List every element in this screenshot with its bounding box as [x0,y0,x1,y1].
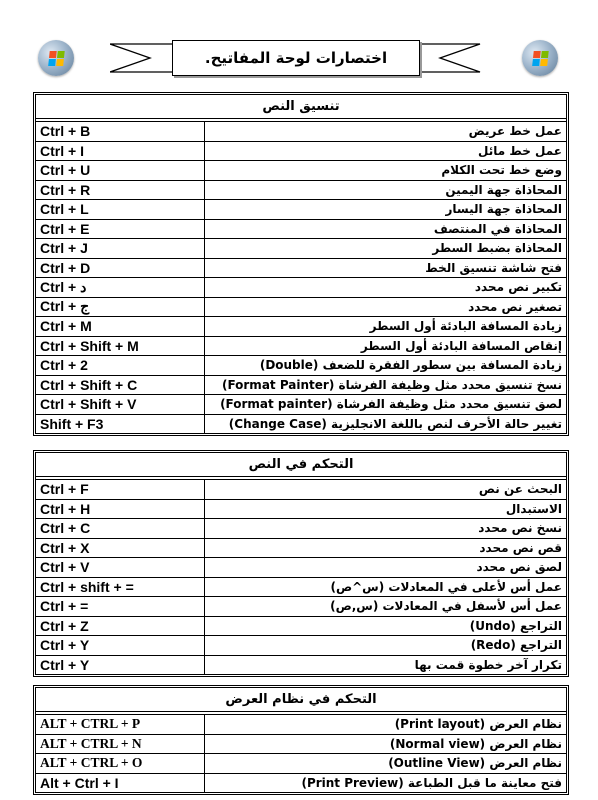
shortcut-cell: Ctrl + B [36,122,205,141]
table-row [36,336,566,356]
description-cell: تغيير حالة الأحرف لنص باللغة الانجليزية (Change Case) [205,414,567,433]
section-title: التحكم في النص [36,453,566,477]
description-cell: زيادة المسافة البادئة أول السطر [205,317,567,337]
shortcut-cell: Ctrl + I [36,141,205,161]
shortcut-cell: Ctrl + Y [36,636,205,656]
table-row [36,754,566,774]
page-header [0,0,598,92]
table-row [36,356,566,376]
description-cell: المحاذاة جهة اليسار [205,200,567,220]
shortcut-cell: Ctrl + M [36,317,205,337]
shortcut-cell: Ctrl + Shift + V [36,395,205,415]
table-row [36,317,566,337]
description-cell: قص نص محدد [205,538,567,558]
shortcut-cell: Ctrl + R [36,180,205,200]
section-text-control [33,450,569,677]
description-cell: نظام العرض (Normal view) [205,734,567,754]
shortcut-cell: Ctrl + H [36,499,205,519]
shortcut-cell: Ctrl + Y [36,655,205,674]
shortcut-cell: Ctrl + U [36,161,205,181]
windows-logo-icon [38,40,74,76]
description-cell: تكرار آخر خطوة قمت بها [205,655,567,674]
table-row [36,734,566,754]
shortcut-cell: Ctrl + د [36,278,205,298]
shortcut-cell: Ctrl + F [36,480,205,499]
shortcut-cell: ALT + CTRL + P [36,715,205,734]
description-cell: تصغير نص محدد [205,297,567,317]
description-cell: عمل خط مائل [205,141,567,161]
table-row [36,655,566,674]
shortcut-cell: ALT + CTRL + N [36,734,205,754]
table-row [36,180,566,200]
shortcut-cell: Ctrl + X [36,538,205,558]
table-row [36,414,566,433]
shortcut-cell: Shift + F3 [36,414,205,433]
table-row [36,258,566,278]
description-cell: إنقاص المسافة البادئة أول السطر [205,336,567,356]
shortcut-cell: ALT + CTRL + O [36,754,205,774]
description-cell: نسخ نص محدد [205,519,567,539]
shortcut-cell: Ctrl + E [36,219,205,239]
description-cell: المحاذاة في المنتصف [205,219,567,239]
shortcut-cell: Ctrl + Z [36,616,205,636]
table-row [36,597,566,617]
table-row [36,375,566,395]
description-cell: نسخ تنسيق محدد مثل وظيفة الفرشاة (Format Painter) [205,375,567,395]
description-cell: عمل أس لأسفل في المعادلات (س,ص) [205,597,567,617]
description-cell: لصق نص محدد [205,558,567,578]
shortcut-cell: Ctrl + D [36,258,205,278]
table-row [36,558,566,578]
table-row [36,499,566,519]
table-row [36,538,566,558]
description-cell: عمل خط عريض [468,124,562,139]
table-row [36,480,566,499]
shortcut-cell: Ctrl + ج [36,297,205,317]
shortcut-cell: Ctrl + Shift + M [36,336,205,356]
table-row [36,616,566,636]
table-row [36,219,566,239]
shortcut-cell: Ctrl + V [36,558,205,578]
windows-flag-icon [47,50,65,66]
description-cell: وضع خط تحت الكلام [205,161,567,181]
shortcut-cell: Alt + Ctrl + I [36,773,205,792]
shortcut-cell: Ctrl + J [36,239,205,259]
table-row [36,161,566,181]
table-row [36,395,566,415]
section-title: تنسيق النص [36,95,566,119]
description-cell: البحث عن نص [478,482,562,497]
description-cell: التراجع (Redo) [205,636,567,656]
shortcuts-table [36,122,566,433]
description-cell: الاستبدال [205,499,567,519]
description-cell: فتح معاينة ما قبل الطباعة (Print Preview) [205,773,567,792]
shortcut-cell: Ctrl + shift + = [36,577,205,597]
table-row [36,297,566,317]
shortcuts-table [36,480,566,674]
table-row [36,239,566,259]
description-cell: نظام العرض (Print layout) [394,717,562,732]
description-cell: لصق تنسيق محدد مثل وظيفة الفرشاة (Format painter) [205,395,567,415]
table-row [36,141,566,161]
table-row [36,122,566,141]
description-cell: تكبير نص محدد [205,278,567,298]
shortcut-cell: Ctrl + C [36,519,205,539]
description-cell: زيادة المسافة بين سطور الفقرة للضعف (Double) [205,356,567,376]
description-cell: نظام العرض (Outline View) [205,754,567,774]
windows-flag-icon [531,50,549,66]
section-title: التحكم في نظام العرض [36,688,566,712]
section-view-control [33,685,569,795]
description-cell: التراجع (Undo) [205,616,567,636]
shortcut-cell: Ctrl + L [36,200,205,220]
table-row [36,200,566,220]
description-cell: المحاذاة جهة اليمين [205,180,567,200]
table-row [36,636,566,656]
description-cell: المحاذاة بضبط السطر [205,239,567,259]
shortcut-cell: Ctrl + 2 [36,356,205,376]
table-row [36,577,566,597]
table-row [36,773,566,792]
shortcuts-table [36,715,566,792]
shortcut-cell: Ctrl + Shift + C [36,375,205,395]
section-text-formatting [33,92,569,436]
shortcut-cell: Ctrl + = [36,597,205,617]
description-cell: فتح شاشة تنسيق الخط [205,258,567,278]
table-row [36,519,566,539]
description-cell: عمل أس لأعلى في المعادلات (س^ص) [205,577,567,597]
table-row [36,715,566,734]
table-row [36,278,566,298]
windows-logo-icon [522,40,558,76]
page-title: اختصارات لوحة المفاتيح. [172,40,420,76]
